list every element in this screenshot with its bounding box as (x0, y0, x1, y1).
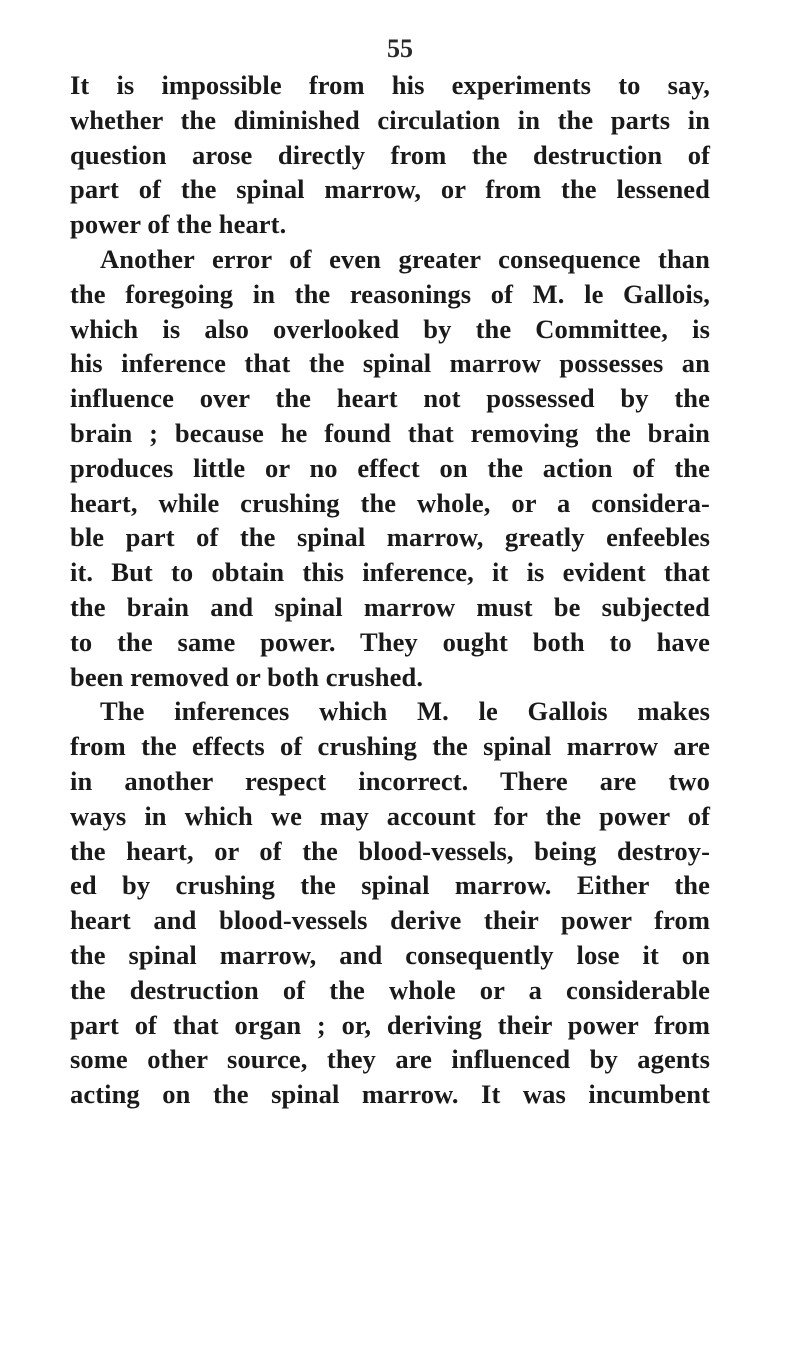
text-line: in another respect incorrect. There are two (70, 765, 710, 796)
text-line: acting on the spinal marrow. It was incumbent (70, 1079, 710, 1110)
text-line: some other source, they are influenced by agents (70, 1044, 710, 1075)
text-line: the spinal marrow, and consequently lose it on (70, 939, 710, 970)
text-line: power of the heart. (70, 209, 287, 240)
text-line: the brain and spinal marrow must be subjected (70, 591, 710, 622)
body-text (70, 68, 710, 1112)
page-number: 55 (387, 34, 413, 63)
text-line: it. But to obtain this inference, it is evident that (70, 557, 710, 588)
text-line: the destruction of the whole or a considerable (70, 974, 710, 1005)
text-line: produces little or no effect on the action of the (70, 452, 710, 483)
text-line: the heart, or of the blood-vessels, being destroy- (70, 835, 710, 866)
text-line: from the effects of crushing the spinal marrow are (70, 731, 710, 762)
text-line: ble part of the spinal marrow, greatly enfeebles (70, 522, 710, 553)
text-line: part of the spinal marrow, or from the lessened (70, 174, 710, 205)
text-line: whether the diminished circulation in the parts in (70, 104, 710, 135)
text-line: ed by crushing the spinal marrow. Either the (70, 870, 710, 901)
text-line: heart and blood-vessels derive their power from (70, 905, 710, 936)
text-line: been removed or both crushed. (70, 661, 424, 692)
text-line: ways in which we may account for the power of (70, 800, 710, 831)
text-line: brain ; because he found that removing the brain (70, 417, 710, 448)
text-line: to the same power. They ought both to have (70, 626, 710, 657)
text-line: influence over the heart not possessed by the (70, 383, 710, 414)
text-line: The inferences which M. le Gallois makes (100, 696, 710, 727)
text-line: question arose directly from the destruction of (70, 139, 710, 170)
text-line: It is impossible from his experiments to say, (70, 70, 710, 100)
text-line: part of that organ ; or, deriving their power from (70, 1009, 710, 1040)
text-line: Another error of even greater consequence than (100, 243, 710, 274)
text-line: the foregoing in the reasonings of M. le Gallois, (70, 278, 710, 309)
text-line: which is also overlooked by the Committee, is (70, 313, 710, 344)
text-line: his inference that the spinal marrow possesses an (70, 348, 710, 379)
text-line: heart, while crushing the whole, or a considera- (70, 487, 710, 518)
